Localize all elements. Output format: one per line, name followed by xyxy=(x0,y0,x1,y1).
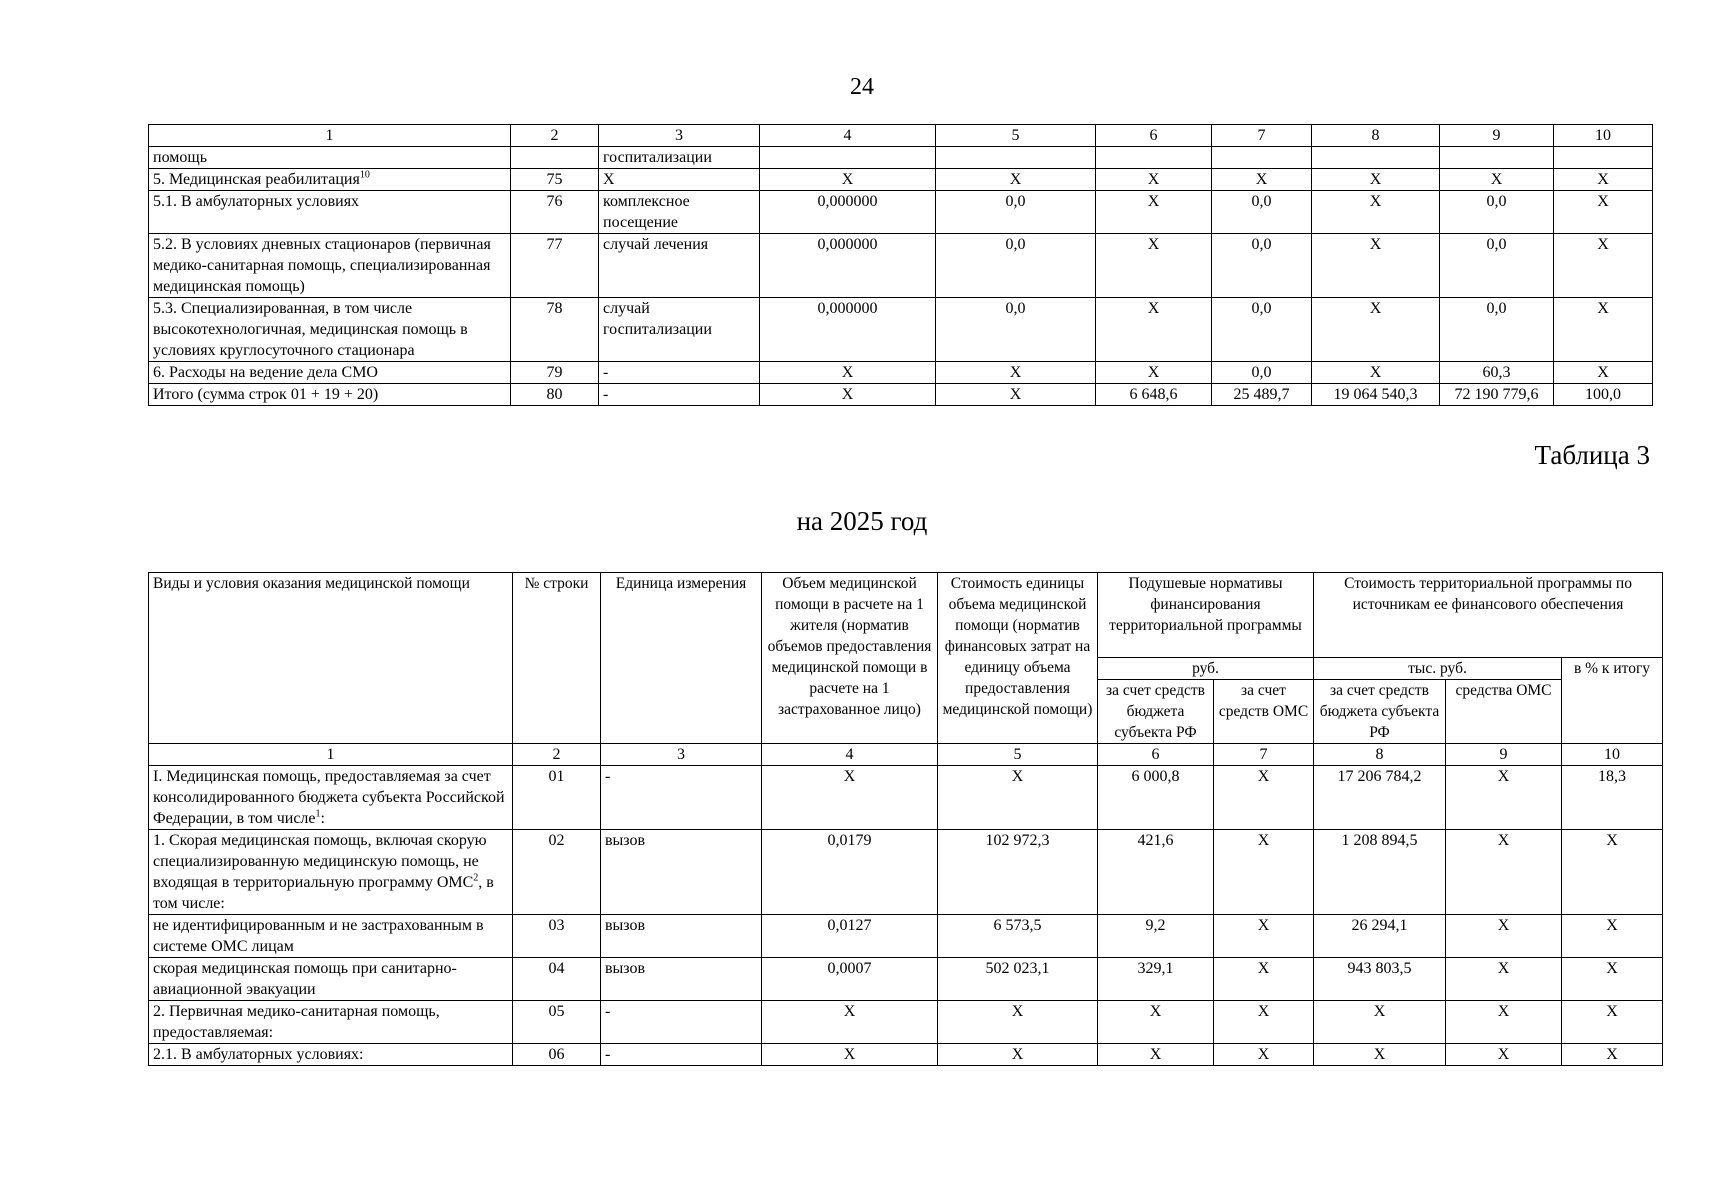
row-name-text: 2.1. В амбулаторных условиях: xyxy=(153,1046,364,1063)
cell-7: 25 489,7 xyxy=(1212,384,1312,406)
column-number: 4 xyxy=(762,744,938,766)
cell-8: 17 206 784,2 xyxy=(1314,766,1446,830)
cell-10: X xyxy=(1554,298,1653,362)
column-number: 9 xyxy=(1440,125,1554,147)
cell-2: 78 xyxy=(511,298,599,362)
cell-3: вызов xyxy=(601,958,762,1001)
column-number: 4 xyxy=(760,125,936,147)
cell-3: случай лечения xyxy=(599,234,760,298)
cell-9: 72 190 779,6 xyxy=(1440,384,1554,406)
cell-10: X xyxy=(1562,1001,1663,1044)
cell-8 xyxy=(1312,147,1440,169)
row-name xyxy=(149,234,511,298)
column-number: 6 xyxy=(1098,744,1214,766)
cell-4: X xyxy=(760,384,936,406)
cell-3: - xyxy=(601,766,762,830)
cell-3: X xyxy=(599,169,760,191)
column-numbers-row xyxy=(149,125,1653,147)
table-row xyxy=(149,766,1663,830)
cell-8: X xyxy=(1312,362,1440,384)
cell-3: госпитализации xyxy=(599,147,760,169)
cell-4: 0,000000 xyxy=(760,234,936,298)
row-name-text: 5.2. В условиях дневных стационаров (первичная медико-санитарная помощь, специализированная медицинская помощь) xyxy=(153,236,491,295)
cell-10 xyxy=(1554,147,1653,169)
cell-7: X xyxy=(1212,169,1312,191)
cell-2 xyxy=(511,147,599,169)
row-name-text: 5. Медицинская реабилитация xyxy=(153,171,360,188)
cell-4: X xyxy=(762,1001,938,1044)
table-subtitle: на 2025 год xyxy=(796,506,928,536)
cell-4 xyxy=(760,147,936,169)
row-name xyxy=(149,830,513,915)
row-name-text: не идентифицированным и не застрахованным в системе ОМС лицам xyxy=(153,917,484,955)
cell-2: 06 xyxy=(513,1044,601,1066)
cell-4: 0,0127 xyxy=(762,915,938,958)
cell-2: 05 xyxy=(513,1001,601,1044)
header-budget-rub: за счет средств бюджета субъекта РФ xyxy=(1098,680,1214,744)
cell-7: 0,0 xyxy=(1212,191,1312,234)
table-row xyxy=(149,234,1653,298)
cell-6: X xyxy=(1096,191,1212,234)
cell-6: X xyxy=(1096,169,1212,191)
cell-9: 0,0 xyxy=(1440,191,1554,234)
cell-4: X xyxy=(762,1044,938,1066)
row-name-text: 1. Скорая медицинская помощь, включая скорую специализированную медицинскую помощь, не входящая в территориальную программу ОМС xyxy=(153,832,487,891)
cell-4: X xyxy=(762,766,938,830)
cell-3: - xyxy=(601,1044,762,1066)
column-number: 3 xyxy=(599,125,760,147)
cell-3: случай госпитализации xyxy=(599,298,760,362)
row-name-text: 6. Расходы на ведение дела СМО xyxy=(153,364,378,381)
cell-9: 0,0 xyxy=(1440,298,1554,362)
column-number: 2 xyxy=(513,744,601,766)
cell-2: 76 xyxy=(511,191,599,234)
cell-5: X xyxy=(938,1044,1098,1066)
column-number: 7 xyxy=(1214,744,1314,766)
row-name-tail: , в том числе: xyxy=(153,874,494,912)
cell-5: 502 023,1 xyxy=(938,958,1098,1001)
row-name xyxy=(149,1001,513,1044)
cell-2: 03 xyxy=(513,915,601,958)
cell-10: X xyxy=(1562,1044,1663,1066)
table-row xyxy=(149,958,1663,1001)
table-row xyxy=(149,1001,1663,1044)
footnote-mark: 10 xyxy=(359,169,370,181)
cell-8: X xyxy=(1312,169,1440,191)
cell-3: - xyxy=(601,1001,762,1044)
header-unit: Единица измерения xyxy=(601,573,762,744)
row-name xyxy=(149,384,511,406)
cell-7: 0,0 xyxy=(1212,298,1312,362)
cell-8: X xyxy=(1312,191,1440,234)
cell-2: 01 xyxy=(513,766,601,830)
header-unit-cost: Стоимость единицы объема медицинской помощи (норматив финансовых затрат на единицу объема предоставления медицинской помощи) xyxy=(938,573,1098,744)
cell-5: X xyxy=(936,169,1096,191)
cell-7: X xyxy=(1214,766,1314,830)
cell-6: 9,2 xyxy=(1098,915,1214,958)
cell-6: 6 000,8 xyxy=(1098,766,1214,830)
cell-5: 0,0 xyxy=(936,191,1096,234)
cell-4: X xyxy=(760,362,936,384)
cell-7: X xyxy=(1214,830,1314,915)
table-row xyxy=(149,362,1653,384)
cell-2: 04 xyxy=(513,958,601,1001)
column-number: 7 xyxy=(1212,125,1312,147)
cell-8: X xyxy=(1312,298,1440,362)
row-name-text: скорая медицинская помощь при санитарно-авиационной эвакуации xyxy=(153,960,457,998)
cell-5: X xyxy=(936,384,1096,406)
cell-9: 0,0 xyxy=(1440,234,1554,298)
column-number: 5 xyxy=(936,125,1096,147)
cell-6: X xyxy=(1096,234,1212,298)
header-budget-thousand: за счет средств бюджета субъекта РФ xyxy=(1314,680,1446,744)
cell-2: 02 xyxy=(513,830,601,915)
table-row xyxy=(149,147,1653,169)
row-name-text: 5.1. В амбулаторных условиях xyxy=(153,193,360,210)
cell-4: 0,000000 xyxy=(760,298,936,362)
row-name-text: помощь xyxy=(153,149,207,166)
cell-8: X xyxy=(1314,1001,1446,1044)
footnote-mark: 1 xyxy=(315,808,321,820)
row-name-text: I. Медицинская помощь, предоставляемая за счет консолидированного бюджета субъекта Российской Федерации, в том числе xyxy=(153,768,505,827)
cell-4: 0,0007 xyxy=(762,958,938,1001)
cell-3: - xyxy=(599,384,760,406)
table-row xyxy=(149,298,1653,362)
cell-10: X xyxy=(1562,915,1663,958)
cell-2: 75 xyxy=(511,169,599,191)
row-name xyxy=(149,191,511,234)
row-name-text: Итого (сумма строк 01 + 19 + 20) xyxy=(153,386,379,403)
header-oms-rub: за счет средств ОМС xyxy=(1214,680,1314,744)
cell-5: X xyxy=(938,766,1098,830)
cell-10: X xyxy=(1554,362,1653,384)
table-row xyxy=(149,915,1663,958)
table-3 xyxy=(148,572,1663,1066)
column-number: 2 xyxy=(511,125,599,147)
cell-10: X xyxy=(1562,830,1663,915)
column-number: 1 xyxy=(149,744,513,766)
row-name xyxy=(149,362,511,384)
cell-5: 102 972,3 xyxy=(938,830,1098,915)
cell-9 xyxy=(1440,147,1554,169)
header-row-no: № строки xyxy=(513,573,601,744)
cell-7: X xyxy=(1214,915,1314,958)
cell-7: 0,0 xyxy=(1212,234,1312,298)
cell-10: X xyxy=(1562,958,1663,1001)
row-name xyxy=(149,169,511,191)
cell-5: X xyxy=(936,362,1096,384)
cell-4: X xyxy=(760,169,936,191)
header-per-capita: Подушевые нормативы финансирования территориальной программы xyxy=(1098,573,1314,658)
column-number: 8 xyxy=(1314,744,1446,766)
row-name xyxy=(149,958,513,1001)
header-volume: Объем медицинской помощи в расчете на 1 жителя (норматив объемов предоставления медицинской помощи в расчете на 1 застрахованное лицо) xyxy=(762,573,938,744)
cell-8: 1 208 894,5 xyxy=(1314,830,1446,915)
cell-9: X xyxy=(1446,830,1562,915)
cell-6: X xyxy=(1096,298,1212,362)
cell-8: 26 294,1 xyxy=(1314,915,1446,958)
row-name xyxy=(149,298,511,362)
row-name-text: 5.3. Специализированная, в том числе высокотехнологичная, медицинская помощь в условиях круглосуточного стационара xyxy=(153,300,468,359)
column-number: 3 xyxy=(601,744,762,766)
cell-2: 79 xyxy=(511,362,599,384)
cell-3: вызов xyxy=(601,830,762,915)
cell-10: X xyxy=(1554,234,1653,298)
page-number: 24 xyxy=(850,74,874,100)
cell-7: X xyxy=(1214,1044,1314,1066)
cell-3: - xyxy=(599,362,760,384)
header-program-cost: Стоимость территориальной программы по источникам ее финансового обеспечения xyxy=(1314,573,1663,658)
cell-9: X xyxy=(1446,1044,1562,1066)
cell-3: вызов xyxy=(601,915,762,958)
table-row xyxy=(149,830,1663,915)
cell-10: X xyxy=(1554,191,1653,234)
row-name xyxy=(149,915,513,958)
row-name-tail: : xyxy=(320,810,325,827)
header-oms-thousand: средства ОМС xyxy=(1446,680,1562,744)
cell-7: X xyxy=(1214,958,1314,1001)
cell-9: 60,3 xyxy=(1440,362,1554,384)
table-row xyxy=(149,169,1653,191)
cell-6: X xyxy=(1096,362,1212,384)
cell-10: X xyxy=(1554,169,1653,191)
column-number: 8 xyxy=(1312,125,1440,147)
cell-5: X xyxy=(938,1001,1098,1044)
cell-7: 0,0 xyxy=(1212,362,1312,384)
cell-4: 0,000000 xyxy=(760,191,936,234)
cell-9: X xyxy=(1446,1001,1562,1044)
header-unit-thousand-rub: тыс. руб. xyxy=(1314,658,1562,680)
header-percent: в % к итогу xyxy=(1562,658,1663,744)
header-unit-rub: руб. xyxy=(1098,658,1314,680)
table-caption: Таблица 3 xyxy=(1534,440,1650,470)
cell-8: 19 064 540,3 xyxy=(1312,384,1440,406)
row-name xyxy=(149,147,511,169)
table-row xyxy=(149,1044,1663,1066)
header-kinds: Виды и условия оказания медицинской помощи xyxy=(149,573,513,744)
row-name-text: 2. Первичная медико-санитарная помощь, предоставляемая: xyxy=(153,1003,440,1041)
cell-9: X xyxy=(1440,169,1554,191)
header-row-1 xyxy=(149,573,1663,658)
table-row xyxy=(149,384,1653,406)
cell-10: 100,0 xyxy=(1554,384,1653,406)
cell-6: 6 648,6 xyxy=(1096,384,1212,406)
cell-4: 0,0179 xyxy=(762,830,938,915)
cell-10: 18,3 xyxy=(1562,766,1663,830)
cell-9: X xyxy=(1446,958,1562,1001)
row-name xyxy=(149,766,513,830)
cell-6: 329,1 xyxy=(1098,958,1214,1001)
column-numbers-row xyxy=(149,744,1663,766)
column-number: 6 xyxy=(1096,125,1212,147)
table-row xyxy=(149,191,1653,234)
row-name xyxy=(149,1044,513,1066)
cell-5 xyxy=(936,147,1096,169)
cell-9: X xyxy=(1446,915,1562,958)
cell-6: 421,6 xyxy=(1098,830,1214,915)
cell-6 xyxy=(1096,147,1212,169)
cell-2: 80 xyxy=(511,384,599,406)
cell-5: 0,0 xyxy=(936,298,1096,362)
cell-2: 77 xyxy=(511,234,599,298)
cell-8: X xyxy=(1314,1044,1446,1066)
cell-9: X xyxy=(1446,766,1562,830)
cell-5: 6 573,5 xyxy=(938,915,1098,958)
cell-8: X xyxy=(1312,234,1440,298)
footnote-mark: 2 xyxy=(473,872,479,884)
column-number: 10 xyxy=(1562,744,1663,766)
cell-8: 943 803,5 xyxy=(1314,958,1446,1001)
continued-table xyxy=(148,124,1653,406)
column-number: 9 xyxy=(1446,744,1562,766)
cell-7 xyxy=(1212,147,1312,169)
cell-6: X xyxy=(1098,1044,1214,1066)
column-number: 1 xyxy=(149,125,511,147)
column-number: 10 xyxy=(1554,125,1653,147)
cell-5: 0,0 xyxy=(936,234,1096,298)
cell-3: комплексное посещение xyxy=(599,191,760,234)
cell-7: X xyxy=(1214,1001,1314,1044)
column-number: 5 xyxy=(938,744,1098,766)
cell-6: X xyxy=(1098,1001,1214,1044)
